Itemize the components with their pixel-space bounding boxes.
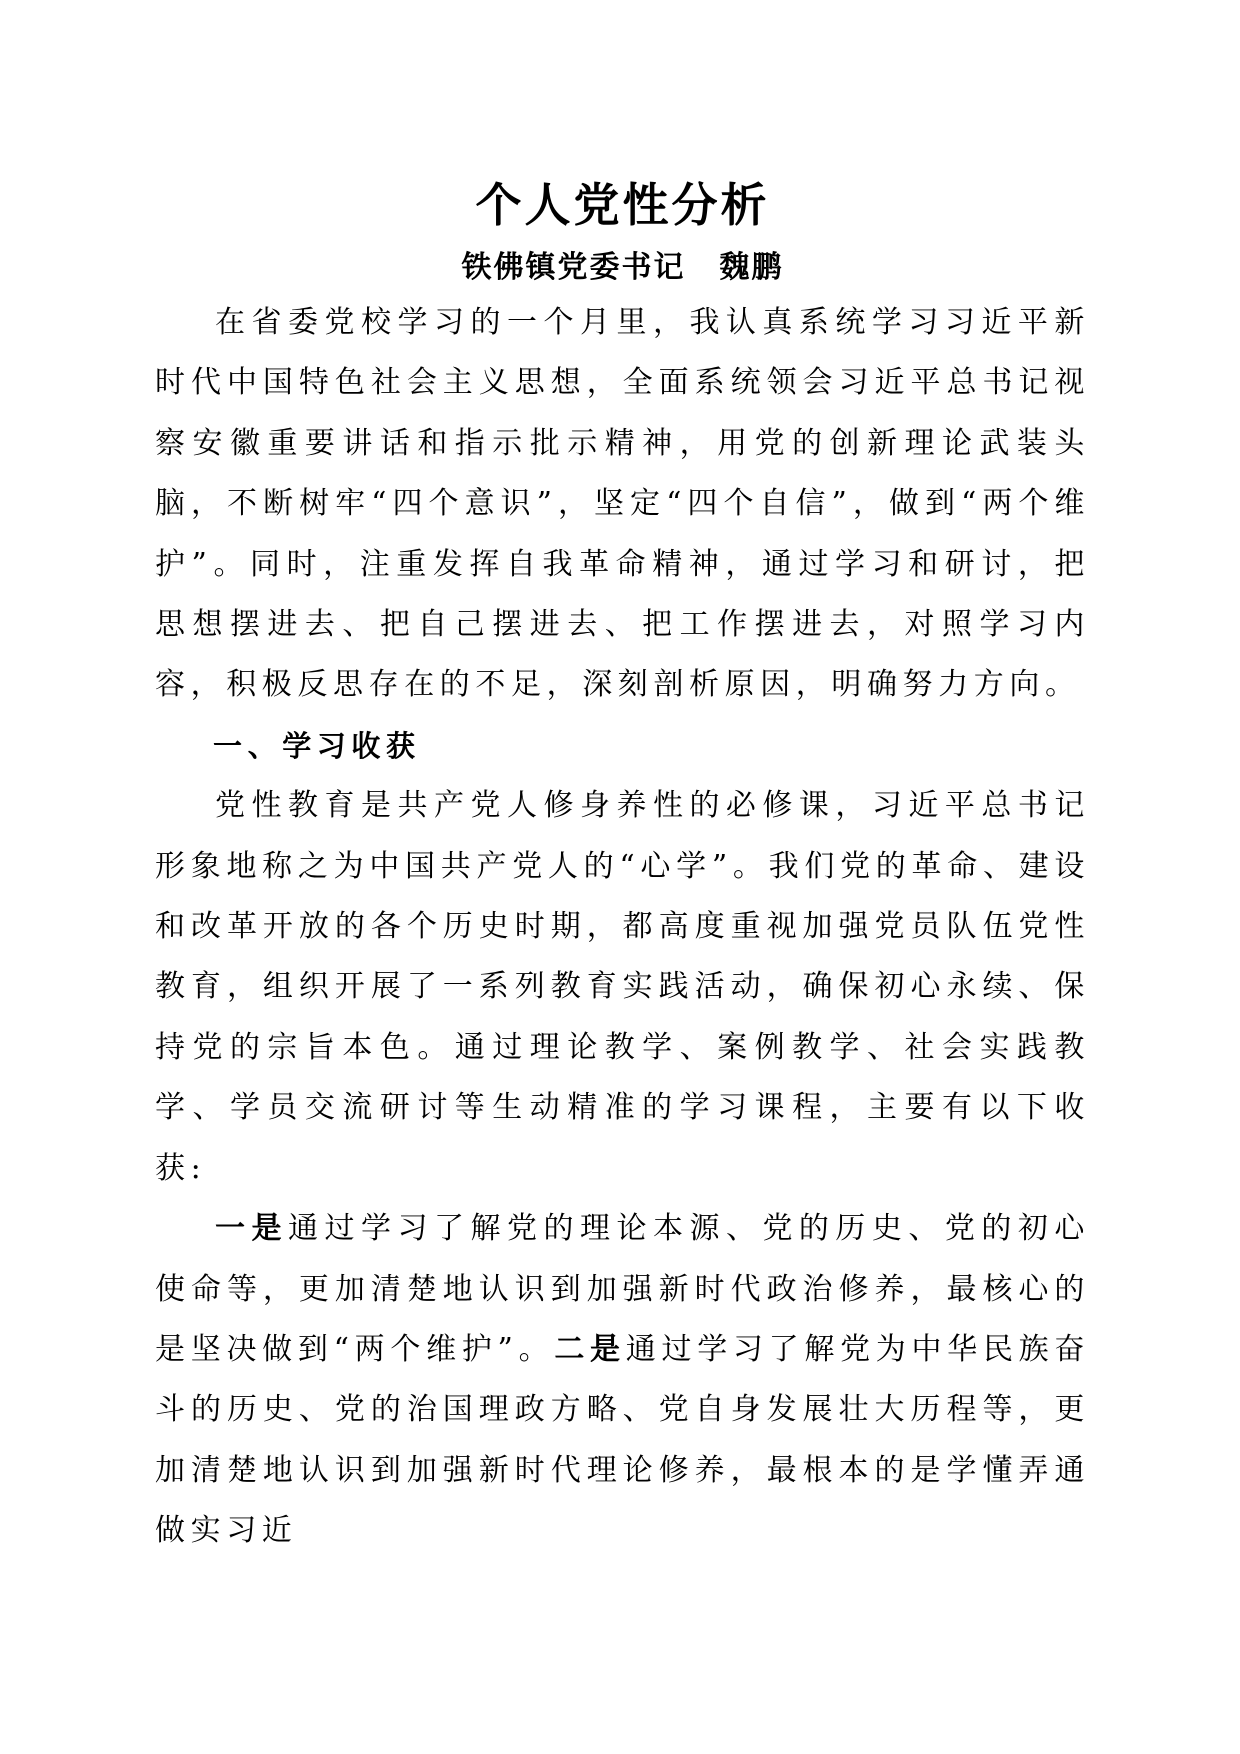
point2-text: 通过学习了解党为中华民族奋斗的历史、党的治国理政方略、党自身发展壮大历程等，更加清楚地认识到加强新时代理论修养，最根本的是学懂弄通做实习近 <box>155 1331 1091 1549</box>
author-name: 魏鹏 <box>719 250 784 285</box>
section-heading-1: 一、学习收获 <box>213 728 421 763</box>
document-body <box>155 293 1090 1562</box>
point2-label: 二是 <box>554 1331 626 1367</box>
document-title: 个人党性分析 <box>475 178 770 232</box>
section1-paragraph: 党性教育是共产党人修身养性的必修课，习近平总书记形象地称之为中国共产党人的“心学”。我们党的革命、建设和改革开放的各个历史时期，都高度重视加强党员队伍党性教育，组织开展了一系列教育实践活动，确保初心永续、保持党的宗旨本色。通过理论教学、案例教学、社会实践教学、学员交流研讨等生动精准的学习课程，主要有以下收获: <box>155 788 1090 1186</box>
point1-label: 一是 <box>215 1211 288 1247</box>
point1-text: 通过学习了解党的理论本源、党的历史、党的初心使命等，更加清楚地认识到加强新时代政治修养，最核心的是坚决做到“两个维护”。 <box>155 1211 1091 1367</box>
document-author <box>155 247 1090 289</box>
author-unit: 铁佛镇党委书记 <box>461 250 686 285</box>
points-paragraph <box>155 1199 1090 1561</box>
intro-paragraph: 在省委党校学习的一个月里，我认真系统学习习近平新时代中国特色社会主义思想，全面系统领会习近平总书记视察安徽重要讲话和指示批示精神，用党的创新理论武装头脑，不断树牢“四个意识”，坚定“四个自信”，做到“两个维护”。同时，注重发挥自我革命精神，通过学习和研讨，把思想摆进去、把自己摆进去、把工作摆进去，对照学习内容，积极反思存在的不足，深刻剖析原因，明确努力方向。 <box>155 305 1090 703</box>
